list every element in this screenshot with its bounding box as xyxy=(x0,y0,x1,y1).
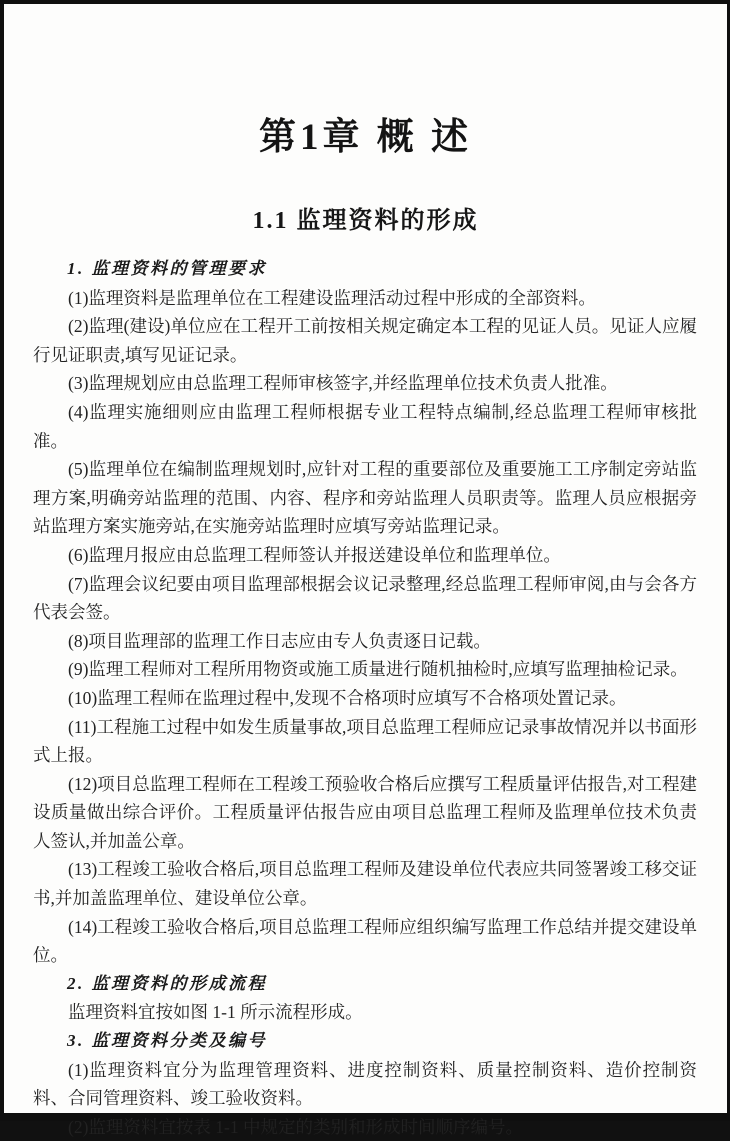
list-heading: 3. 监理资料分类及编号 xyxy=(67,1031,267,1051)
body-text xyxy=(33,255,697,1141)
paragraph: (6)监理月报应由总监理工程师签认并报送建设单位和监理单位。 xyxy=(68,544,561,565)
paragraph: 监理资料宜按如图 1-1 所示流程形成。 xyxy=(68,1002,363,1023)
paragraph: (11)工程施工过程中如发生质量事故,项目总监理工程师应记录事故情况并以书面形式上报。 xyxy=(33,716,697,766)
paragraph: (13)工程竣工验收合格后,项目总监理工程师及建设单位代表应共同签署竣工移交证书,并加盖监理单位、建设单位公章。 xyxy=(33,859,697,909)
paragraph: (1)监理资料是监理单位在工程建设监理活动过程中形成的全部资料。 xyxy=(68,287,596,308)
list-heading: 2. 监理资料的形成流程 xyxy=(67,973,267,993)
paragraph: (2)监理资料宜按表 1-1 中规定的类别和形成时间顺序编号。 xyxy=(68,1116,523,1137)
paragraph: (4)监理实施细则应由监理工程师根据专业工程特点编制,经总监理工程师审核批准。 xyxy=(33,401,697,451)
paragraph: (1)监理资料宜分为监理管理资料、进度控制资料、质量控制资料、造价控制资料、合同管理资料、竣工验收资料。 xyxy=(33,1059,697,1109)
paragraph: (7)监理会议纪要由项目监理部根据会议记录整理,经总监理工程师审阅,由与会各方代表会签。 xyxy=(33,573,697,623)
paragraph: (3)监理规划应由总监理工程师审核签字,并经监理单位技术负责人批准。 xyxy=(68,373,618,394)
paragraph: (14)工程竣工验收合格后,项目总监理工程师应组织编写监理工作总结并提交建设单位。 xyxy=(33,916,697,966)
chapter-title: 第1章 概 述 xyxy=(259,117,472,158)
paragraph: (9)监理工程师对工程所用物资或施工质量进行随机抽检时,应填写监理抽检记录。 xyxy=(68,659,688,680)
section-title: 1.1 监理资料的形成 xyxy=(252,208,479,234)
paragraph: (10)监理工程师在监理过程中,发现不合格项时应填写不合格项处置记录。 xyxy=(68,687,627,708)
paragraph: (12)项目总监理工程师在工程竣工预验收合格后应撰写工程质量评估报告,对工程建设质量做出综合评价。工程质量评估报告应由项目总监理工程师及监理单位技术负责人签认,并加盖公章。 xyxy=(33,773,697,851)
list-heading: 1. 监理资料的管理要求 xyxy=(67,259,267,278)
paragraph: (8)项目监理部的监理工作日志应由专人负责逐日记载。 xyxy=(68,630,491,651)
paragraph: (2)监理(建设)单位应在工程开工前按相关规定确定本工程的见证人员。见证人应履行见证职责,填写见证记录。 xyxy=(33,316,697,365)
book-page xyxy=(4,4,727,1137)
paragraph: (5)监理单位在编制监理规划时,应针对工程的重要部位及重要施工工序制定旁站监理方案,明确旁站监理的范围、内容、程序和旁站监理人员职责等。监理人员应根据旁站监理方案实施旁站,在实施旁站监理时应填写旁站监理记录。 xyxy=(33,459,697,537)
